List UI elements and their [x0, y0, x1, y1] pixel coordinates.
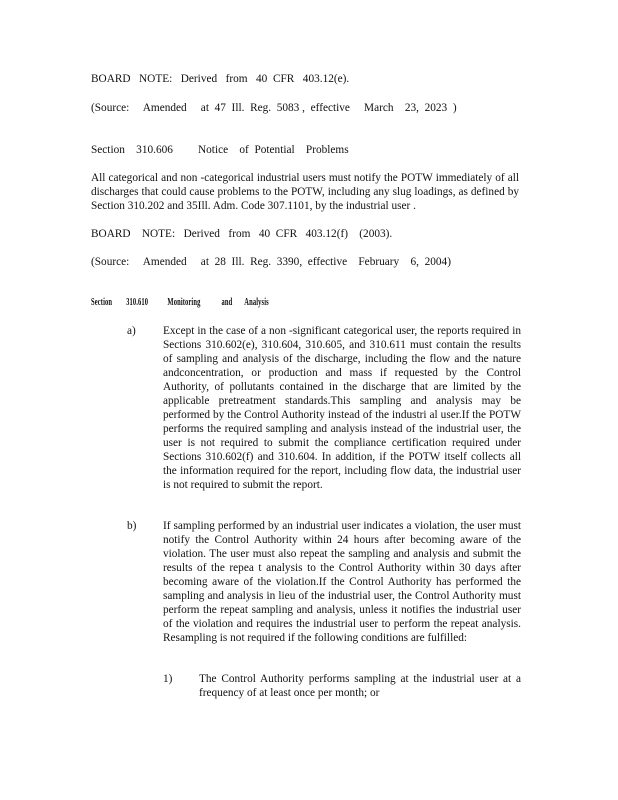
- subitem-1-label: 1): [163, 673, 173, 685]
- item-a-text: Except in the case of a non -significant categorical user, the reports required in Sections 310.602(e), 310.604, 310.605, and 310.611 must contain the results of sampling and analysis of the discharge, including the flow and the nature andconcentration, or production and mass if requested by the Control Authority, of pollutants contained in the discharge that are limited by the applicable pretreatment standards.This sampling and analysis may be performed by the Control Authority instead of the industri al user.If the POTW performs the required sampling and analysis instead of the industrial user, the user is not required to submit the compliance certification required under Sections 310.602(f) and 310.604. In addition, if the POTW itself collects all the information required for the report, including flow data, the industrial user is not required to submit the report.: [163, 325, 521, 491]
- board-note-2: BOARD NOTE: Derived from 40 CFR 403.12(f) (2003).: [91, 228, 393, 240]
- item-b-text: If sampling performed by an industrial user indicates a violation, the user must notify the Control Authority within 24 hours after becoming aware of the violation. The user must also repeat the sampling and analysis and submit the results of the repea t analysis to the Control Authority within 30 days after becoming aware of the violation.If the Control Authority has performed the sampling and analysis in lieu of the industrial user, the Control Authority must perform the repeat sampling and analysis, unless it notifies the industrial user of the violation and requires the industrial user to perform the repeat analysis. Resampling is not required if the following conditions are fulfilled:: [163, 520, 521, 644]
- source-note-1: (Source: Amended at 47 Ill. Reg. 5083 , effective March 23, 2023 ): [91, 102, 457, 114]
- source-note-2: (Source: Amended at 28 Ill. Reg. 3390, effective February 6, 2004): [91, 256, 451, 268]
- item-a-label: a): [127, 325, 136, 337]
- board-note-1: BOARD NOTE: Derived from 40 CFR 403.12(e).: [91, 73, 350, 85]
- section-310-606-title: Notice of Potential Problems: [198, 144, 349, 156]
- section-310-606-body: All categorical and non -categorical industrial users must notify the POTW immediately of all discharges that could cause problems to the POTW, including any slug loadings, as defined by Section 310.202 and 35Ill. Adm. Code 307.1101, by the industrial user .: [91, 172, 519, 212]
- section-310-610-heading: Section 310.610 Monitoring and Analysis: [91, 297, 269, 308]
- subitem-1-text: The Control Authority performs sampling at the industrial user at a frequency of at least once per month; or: [199, 673, 521, 699]
- section-310-606-number: Section 310.606: [91, 144, 173, 156]
- item-b-label: b): [127, 520, 137, 532]
